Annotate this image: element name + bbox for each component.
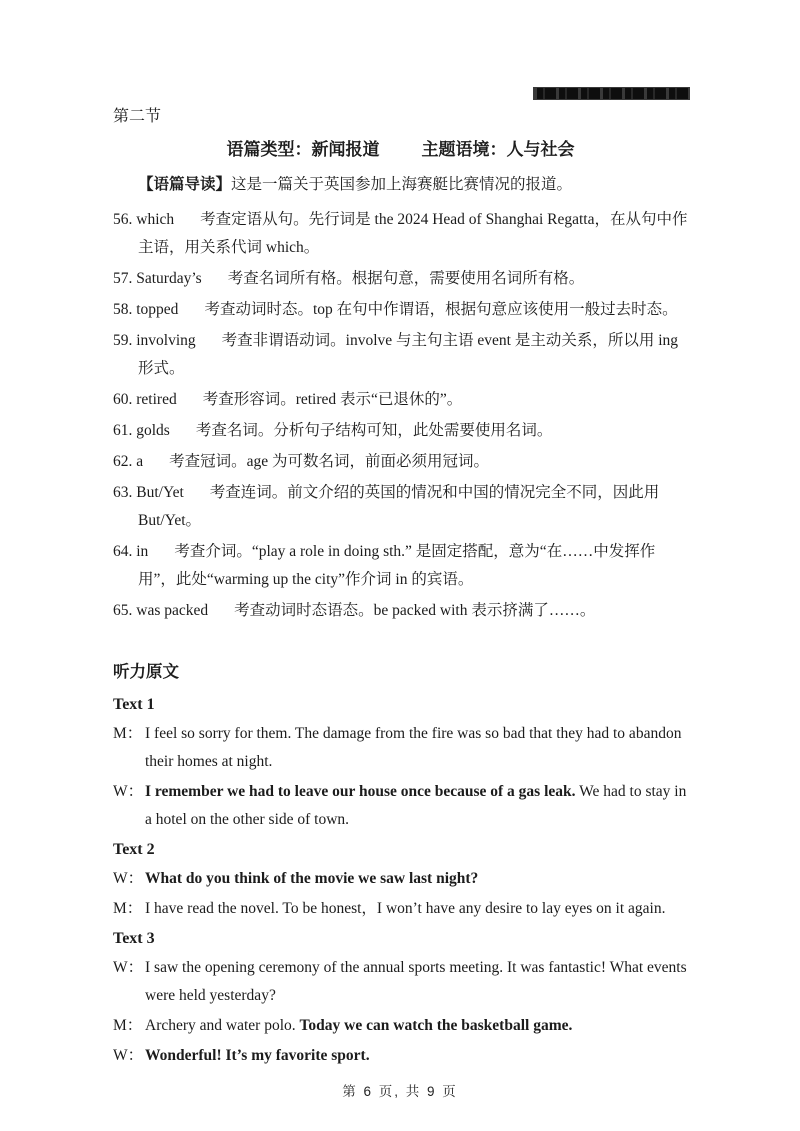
- dialog-speaker-label: W：: [113, 959, 144, 976]
- item-explanation: 考查连词。前文介绍的英国的情况和中国的情况完全不同，因此用 But/Yet。: [138, 484, 660, 529]
- explanation-item: [113, 386, 688, 414]
- transcript-block: [113, 691, 688, 834]
- explanation-item: [113, 448, 688, 476]
- theme-context-label: 主题语境：人与社会: [421, 140, 575, 159]
- item-explanation: 考查名词所有格。根据句意，需要使用名词所有格。: [227, 270, 585, 287]
- dialog-segment: I have read the novel. To be honest，I won’t have any desire to lay eyes on it again.: [145, 900, 666, 917]
- dialog-speaker-label: M：: [113, 900, 143, 917]
- dialog-speaker-label: M：: [113, 725, 143, 742]
- item-number: 61.: [113, 422, 137, 439]
- dialog-segment: Archery and water polo.: [145, 1017, 300, 1034]
- item-explanation: 考查定语从句。先行词是 the 2024 Head of Shanghai Regatta，在从句中作主语，用关系代词 which。: [138, 211, 688, 256]
- dialog-text: [145, 895, 688, 923]
- item-answer: topped: [136, 301, 179, 318]
- dialog-line: [113, 720, 688, 776]
- item-answer: retired: [136, 391, 177, 408]
- dialog-line: [113, 778, 688, 834]
- item-explanation: 考查名词。分析句子结构可知，此处需要使用名词。: [195, 422, 553, 439]
- explanation-item: [113, 597, 688, 625]
- dialog-line: [113, 895, 688, 923]
- item-explanation: 考查非谓语动词。involve 与主句主语 event 是主动关系，所以用 ing 形式。: [138, 332, 679, 377]
- explanation-list: [113, 206, 688, 625]
- dialog-segment: I feel so sorry for them. The damage from the fire was so bad that they had to abandon their homes at night.: [145, 725, 682, 770]
- item-explanation: 考查动词时态。top 在句中作谓语，根据句意应该使用一般过去时态。: [204, 301, 678, 318]
- item-explanation: 考查形容词。retired 表示“已退休的”。: [202, 391, 463, 408]
- item-number: 64.: [113, 543, 137, 560]
- explanation-item: [113, 265, 688, 293]
- dialog-speaker-label: W：: [113, 783, 144, 800]
- dialog-segment-bold: What do you think of the movie we saw last night?: [145, 870, 479, 887]
- explanation-item: [113, 479, 688, 535]
- dialog-line: [113, 865, 688, 893]
- dialog-speaker-label: W：: [113, 870, 144, 887]
- item-answer: Saturday’s: [136, 270, 202, 287]
- dialog-segment-bold: Today we can watch the basketball game.: [299, 1017, 573, 1034]
- dialog-segment: I saw the opening ceremony of the annual sports meeting. It was fantastic! What events were held yesterday?: [145, 959, 687, 1004]
- redacted-header-bar: [533, 87, 690, 100]
- page-number: 第 6 页, 共 9 页: [342, 1084, 458, 1099]
- dialog-line: [113, 954, 688, 1010]
- dialog-line: [113, 1042, 688, 1070]
- passage-intro: [113, 172, 688, 198]
- section-label: 第二节: [113, 108, 162, 125]
- item-answer: But/Yet: [136, 484, 184, 501]
- passage-intro-text: 这是一篇关于英国参加上海赛艇比赛情况的报道。: [231, 176, 573, 193]
- passage-intro-tag: 【语篇导读】: [138, 176, 232, 193]
- explanation-item: [113, 296, 688, 324]
- dialog-text: [145, 778, 688, 834]
- explanation-item: [113, 417, 688, 445]
- item-explanation: 考查介词。“play a role in doing sth.” 是固定搭配，意为“在……中发挥作用”，此处“warming up the city”作介词 in 的宾语。: [138, 543, 656, 588]
- explanation-item: [113, 538, 688, 594]
- item-number: 59.: [113, 332, 137, 349]
- page-content: [113, 106, 688, 1072]
- passage-type-label: 语篇类型：新闻报道: [226, 140, 380, 159]
- transcript-block: [113, 925, 688, 1070]
- dialog-speaker-label: W：: [113, 1047, 144, 1064]
- dialog-text: [145, 954, 688, 1010]
- dialog-text: [145, 1042, 688, 1070]
- transcript-text-label: Text 3: [113, 930, 155, 947]
- item-answer: a: [136, 453, 144, 470]
- item-answer: which: [136, 211, 175, 228]
- item-number: 60.: [113, 391, 137, 408]
- item-number: 58.: [113, 301, 137, 318]
- item-explanation: 考查冠词。age 为可数名词，前面必须用冠词。: [169, 453, 490, 470]
- dialog-segment-bold: Wonderful! It’s my favorite sport.: [145, 1047, 370, 1064]
- listening-transcripts: [113, 691, 688, 1070]
- item-number: 65.: [113, 602, 137, 619]
- dialog-text: [145, 1012, 688, 1040]
- item-number: 56.: [113, 211, 137, 228]
- item-answer: golds: [136, 422, 170, 439]
- item-answer: involving: [136, 332, 196, 349]
- explanation-item: [113, 206, 688, 262]
- item-answer: was packed: [136, 602, 209, 619]
- dialog-line: [113, 1012, 688, 1040]
- dialog-speaker-label: M：: [113, 1017, 143, 1034]
- dialog-text: [145, 865, 688, 893]
- transcript-block: [113, 836, 688, 923]
- dialog-segment: We had to stay in a hotel on the other side of town.: [145, 783, 687, 828]
- item-number: 57.: [113, 270, 137, 287]
- dialog-segment-bold: I remember we had to leave our house once because of a gas leak.: [145, 783, 576, 800]
- transcript-text-label: Text 2: [113, 841, 155, 858]
- item-number: 62.: [113, 453, 137, 470]
- item-answer: in: [136, 543, 149, 560]
- item-number: 63.: [113, 484, 137, 501]
- explanation-item: [113, 327, 688, 383]
- transcript-text-label: Text 1: [113, 696, 155, 713]
- passage-type-heading: [113, 138, 688, 162]
- listening-transcript-title: 听力原文: [113, 663, 179, 681]
- dialog-text: [145, 720, 688, 776]
- item-explanation: 考查动词时态语态。be packed with 表示挤满了……。: [234, 602, 596, 619]
